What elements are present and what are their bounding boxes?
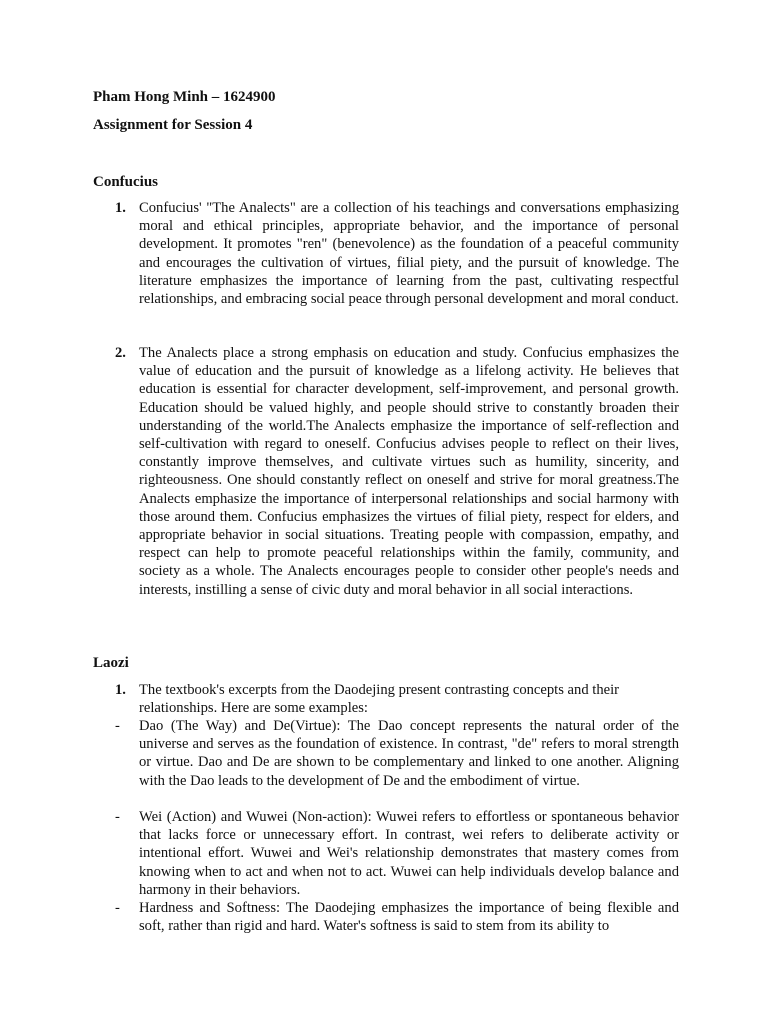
- assignment-title: Assignment for Session 4: [93, 117, 253, 133]
- paragraph: Wei (Action) and Wuwei (Non-action): Wuwei refers to effortless or spontaneous behavior that lacks force or unnecessary effort. In contrast, wei refers to deliberate activity or intentional effort. Wuwei and Wei's relationship demonstrates that mastery comes from knowing when to act and when not to act. Wuwei can help individuals develop balance and harmony in their behaviors.: [139, 809, 679, 898]
- paragraph: The textbook's excerpts from the Daodejing present contrasting concepts and their relationships. Here are some examples:: [139, 682, 620, 717]
- list-dash: -: [115, 809, 120, 825]
- author-line: Pham Hong Minh – 1624900: [93, 89, 276, 105]
- paragraph: Dao (The Way) and De(Virtue): The Dao concept represents the natural order of the universe and serves as the foundation of existence. In contrast, "de" refers to moral strength or virtue. Dao and De are shown to be complementary and linked to one another. Aligning with the Dao leads to the development of De and the embodiment of virtue.: [139, 718, 679, 789]
- list-marker: 1.: [115, 682, 126, 698]
- paragraph: Hardness and Softness: The Daodejing emphasizes the importance of being flexible and soft, rather than rigid and hard. Water's softness is said to stem from its ability to: [139, 900, 679, 935]
- section-heading-laozi: Laozi: [93, 655, 129, 671]
- list-marker: 2.: [115, 345, 126, 361]
- list-marker: 1.: [115, 200, 126, 216]
- list-dash: -: [115, 718, 120, 734]
- list-dash: -: [115, 900, 120, 916]
- paragraph: Confucius' "The Analects" are a collection of his teachings and conversations emphasizing moral and ethical principles, appropriate behavior, and the importance of personal development. It promotes "ren" (benevolence) as the foundation of a peaceful community and encourages the cultivation of virtues, filial piety, and the pursuit of knowledge. The literature emphasizes the importance of learning from the past, cultivating respectful relationships, and embracing social peace through personal development and moral conduct.: [139, 200, 679, 308]
- section-heading-confucius: Confucius: [93, 174, 159, 190]
- paragraph: The Analects place a strong emphasis on education and study. Confucius emphasizes the value of education and the pursuit of knowledge as a lifelong activity. He believes that education is essential for character development, self-improvement, and personal growth. Education should be valued highly, and people should strive to constantly broaden their understanding of the world.The Analects emphasize the importance of self-reflection and self-cultivation with regard to oneself. Confucius advises people to reflect on their lives, constantly improve themselves, and cultivate virtues such as humility, sincerity, and righteousness. One should constantly reflect on oneself and strive for moral greatness.The Analects emphasize the importance of interpersonal relationships and social harmony with those around them. Confucius emphasizes the virtues of filial piety, respect for elders, and appropriate behavior in social situations. Treating people with compassion, empathy, and respect can help to promote peaceful relationships within the family, community, and society as a whole. The Analects encourages people to consider other people's needs and interests, instilling a sense of civic duty and moral behavior in all social interactions.: [139, 345, 679, 598]
